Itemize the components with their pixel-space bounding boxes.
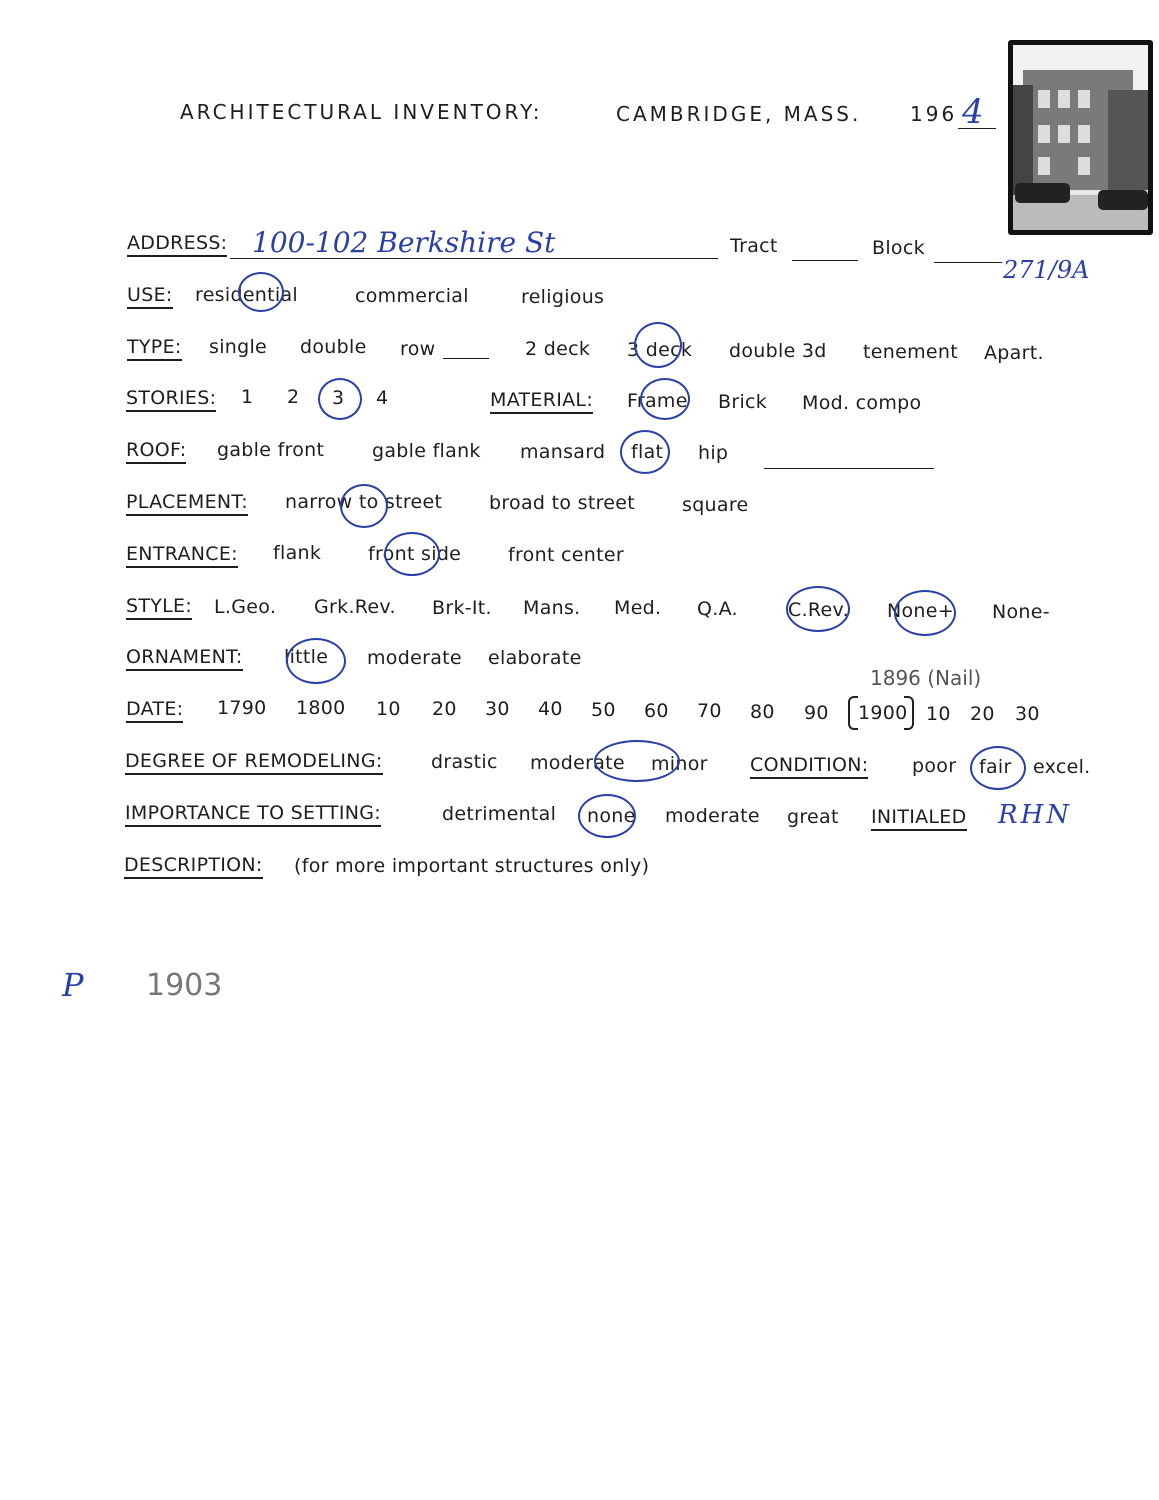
importance-option-none: none — [587, 805, 636, 827]
initialed-label: INITIALED — [871, 806, 967, 831]
date-option-50: 50 — [591, 699, 616, 721]
style-label: STYLE: — [126, 595, 192, 620]
type-option-3deck: 3 deck — [627, 339, 693, 361]
importance-label: IMPORTANCE TO SETTING: — [125, 802, 381, 827]
stories-option-2: 2 — [287, 386, 300, 408]
type-option-single: single — [209, 336, 268, 358]
initialed-value: RHN — [998, 800, 1072, 830]
type-option-2deck: 2 deck — [525, 338, 591, 360]
address-label: ADDRESS: — [127, 232, 227, 257]
condition-label: CONDITION: — [750, 754, 868, 779]
material-option-brick: Brick — [718, 391, 768, 413]
roof-label: ROOF: — [126, 439, 186, 464]
type-option-double: double — [300, 336, 367, 358]
style-option-none-plus: None+ — [887, 600, 954, 622]
condition-option-excel: excel. — [1033, 756, 1091, 778]
entrance-label: ENTRANCE: — [126, 543, 238, 568]
stories-selection-mark — [318, 378, 362, 420]
material-selection-mark — [640, 378, 690, 420]
date-option-40: 40 — [538, 698, 563, 720]
remodeling-label: DEGREE OF REMODELING: — [125, 750, 383, 775]
date-option-1930: 30 — [1015, 703, 1040, 725]
type-selection-mark — [634, 322, 682, 368]
style-selection-mark — [786, 586, 850, 632]
use-label: USE: — [127, 284, 173, 309]
entrance-selection-mark — [384, 532, 440, 576]
entrance-option-flank: flank — [273, 542, 322, 564]
type-option-double3d: double 3d — [729, 340, 827, 362]
address-value: 100-102 Berkshire St — [252, 226, 556, 259]
stories-option-4: 4 — [376, 387, 389, 409]
placement-option-narrow: narrow to street — [285, 491, 443, 513]
form-place: CAMBRIDGE, MASS. — [616, 102, 862, 126]
date-bracket-right — [904, 696, 914, 730]
date-option-1790: 1790 — [217, 697, 267, 719]
form-year-handwritten: 4 — [962, 92, 984, 132]
entrance-option-front-center: front center — [508, 544, 624, 566]
placement-label: PLACEMENT: — [126, 491, 248, 516]
date-label: DATE: — [126, 698, 183, 723]
roof-selection-mark — [620, 430, 670, 474]
date-option-1800: 1800 — [296, 697, 346, 719]
use-option-residential: residential — [195, 284, 299, 306]
style-selection-mark-2 — [894, 590, 956, 636]
style-option-brkit: Brk-It. — [432, 597, 492, 619]
house-photo-image — [1013, 45, 1148, 230]
block-value: 271/9A — [1003, 256, 1090, 284]
date-note: 1896 (Nail) — [870, 666, 982, 690]
ornament-option-moderate: moderate — [367, 647, 462, 669]
importance-option-moderate: moderate — [665, 805, 760, 827]
use-option-religious: religious — [521, 286, 605, 308]
importance-selection-mark — [578, 794, 636, 838]
stories-label: STORIES: — [126, 387, 216, 412]
entrance-option-front-side: front side — [368, 543, 462, 565]
date-option-70: 70 — [697, 700, 722, 722]
ornament-option-elaborate: elaborate — [488, 647, 582, 669]
placement-selection-mark — [340, 484, 388, 528]
condition-option-poor: poor — [912, 755, 957, 777]
date-option-60: 60 — [644, 700, 669, 722]
use-option-commercial: commercial — [355, 285, 469, 307]
note-year: 1903 — [146, 968, 223, 1003]
date-bracket-left — [848, 696, 858, 730]
tract-label: Tract — [730, 235, 778, 257]
importance-option-great: great — [787, 806, 839, 828]
description-note: (for more important structures only) — [294, 855, 650, 877]
type-option-row: row — [400, 338, 436, 360]
date-option-30: 30 — [485, 698, 510, 720]
note-mark: P — [62, 966, 84, 1004]
remodeling-option-drastic: drastic — [431, 751, 498, 773]
roof-option-gable-flank: gable flank — [372, 440, 481, 462]
stories-option-1: 1 — [241, 386, 254, 408]
ornament-selection-mark — [286, 638, 346, 684]
date-option-1900: 1900 — [858, 702, 908, 724]
description-label: DESCRIPTION: — [124, 854, 263, 879]
roof-option-flat: flat — [631, 441, 664, 463]
date-option-90: 90 — [804, 702, 829, 724]
type-label: TYPE: — [127, 336, 182, 361]
condition-selection-mark — [970, 746, 1026, 790]
roof-option-mansard: mansard — [520, 441, 606, 463]
type-option-apart: Apart. — [984, 342, 1044, 364]
placement-option-square: square — [682, 494, 749, 516]
ornament-option-little: little — [284, 646, 329, 668]
stories-option-3: 3 — [332, 387, 345, 409]
material-label: MATERIAL: — [490, 389, 593, 414]
form-title: ARCHITECTURAL INVENTORY: — [180, 100, 543, 124]
material-option-frame: Frame — [627, 390, 688, 412]
style-option-qa: Q.A. — [697, 598, 738, 620]
material-option-mod-compo: Mod. compo — [802, 392, 922, 414]
use-selection-mark — [238, 272, 284, 312]
building-photo — [1008, 40, 1153, 235]
date-option-80: 80 — [750, 701, 775, 723]
remodeling-option-moderate: moderate — [530, 752, 625, 774]
style-option-none-minus: None- — [992, 601, 1050, 623]
date-option-1920: 20 — [970, 703, 995, 725]
date-option-10: 10 — [376, 698, 401, 720]
form-year-printed: 196 — [910, 102, 958, 126]
style-option-crev: C.Rev. — [788, 599, 849, 621]
date-option-20: 20 — [432, 698, 457, 720]
block-label: Block — [872, 237, 925, 259]
remodeling-selection-mark — [594, 740, 680, 782]
style-option-mans: Mans. — [523, 597, 581, 619]
placement-option-broad: broad to street — [489, 492, 636, 514]
type-option-tenement: tenement — [863, 341, 958, 363]
style-option-lgeo: L.Geo. — [214, 596, 277, 618]
style-option-grkrev: Grk.Rev. — [314, 596, 396, 618]
roof-option-gable-front: gable front — [217, 439, 325, 461]
importance-option-detrimental: detrimental — [442, 803, 557, 825]
style-option-med: Med. — [614, 597, 662, 619]
date-option-1910: 10 — [926, 703, 951, 725]
ornament-label: ORNAMENT: — [126, 646, 243, 671]
remodeling-option-minor: minor — [651, 753, 708, 775]
condition-option-fair: fair — [979, 756, 1012, 778]
roof-option-hip: hip — [698, 442, 729, 464]
